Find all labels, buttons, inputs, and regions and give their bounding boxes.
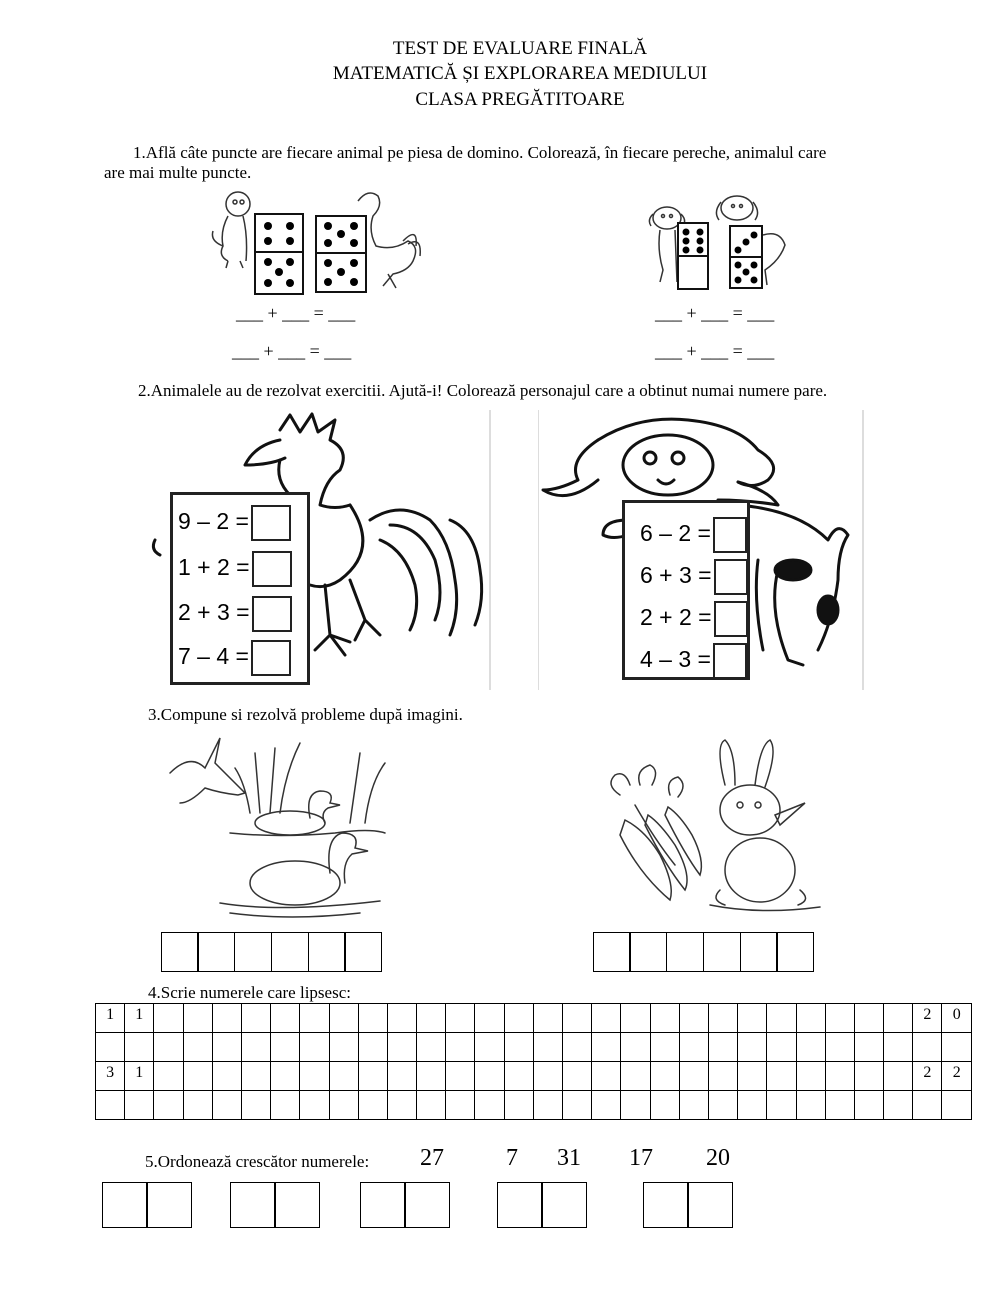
grid-cell[interactable]	[708, 1091, 737, 1120]
grid-cell[interactable]	[154, 1033, 183, 1062]
grid-cell[interactable]	[650, 1091, 679, 1120]
grid-cell[interactable]	[679, 1033, 708, 1062]
title-line-1: TEST DE EVALUARE FINALĂ	[392, 38, 648, 59]
ex1-equation-right-2[interactable]: ___ + ___ = ___	[655, 341, 775, 361]
grid-cell[interactable]	[825, 1062, 854, 1091]
grid-cell[interactable]	[767, 1062, 796, 1091]
grid-cell[interactable]	[738, 1062, 767, 1091]
grid-cell[interactable]	[854, 1062, 883, 1091]
answer-box[interactable]	[251, 640, 291, 676]
grid-cell[interactable]	[679, 1091, 708, 1120]
number-20: 20	[706, 1145, 730, 1171]
grid-cell[interactable]	[241, 1091, 270, 1120]
ex5-instruction: 5.Ordonează crescător numerele:	[145, 1152, 370, 1171]
dog-exercise-text: 6 + 3 =	[640, 562, 712, 589]
order-answer-box-5	[644, 1182, 733, 1228]
number-17: 17	[629, 1145, 653, 1171]
grid-cell: 2	[913, 1004, 942, 1033]
ex4-instruction: 4.Scrie numerele care lipsesc:	[148, 983, 351, 1002]
answer-cell[interactable]	[593, 932, 631, 972]
grid-cell[interactable]	[446, 1004, 475, 1033]
grid-cell[interactable]	[446, 1062, 475, 1091]
grid-cell[interactable]	[417, 1062, 446, 1091]
grid-cell[interactable]	[563, 1033, 592, 1062]
grid-cell[interactable]	[358, 1062, 387, 1091]
answer-cell[interactable]	[740, 932, 778, 972]
grid-cell[interactable]	[300, 1033, 329, 1062]
answer-cell[interactable]	[234, 932, 272, 972]
digit-cell[interactable]	[146, 1182, 192, 1228]
missing-numbers-grid	[95, 1003, 972, 1120]
grid-cell[interactable]	[796, 1004, 825, 1033]
answer-cell[interactable]	[308, 932, 346, 972]
rabbit-carrots-illustration	[600, 735, 830, 915]
grid-cell: 2	[913, 1062, 942, 1091]
grid-cell[interactable]	[942, 1033, 972, 1062]
grid-cell[interactable]	[154, 1091, 183, 1120]
order-answer-box-2	[231, 1182, 320, 1228]
digit-cell[interactable]	[102, 1182, 148, 1228]
digit-cell[interactable]	[643, 1182, 689, 1228]
number-7: 7	[506, 1145, 518, 1171]
grid-cell[interactable]	[475, 1004, 504, 1033]
grid-cell[interactable]	[241, 1033, 270, 1062]
ex2-instruction: 2.Animalele au de rezolvat exercitii. Ajută-i! Colorează personajul care a obtinut numai numere pare.	[138, 381, 828, 400]
digit-cell[interactable]	[541, 1182, 587, 1228]
grid-row	[96, 1033, 972, 1062]
dog-exercise-text: 2 + 2 =	[640, 604, 712, 631]
grid-cell[interactable]	[884, 1033, 913, 1062]
grid-cell[interactable]	[942, 1091, 972, 1120]
grid-cell[interactable]	[387, 1091, 416, 1120]
grid-cell[interactable]	[475, 1062, 504, 1091]
grid-cell: 1	[96, 1004, 125, 1033]
rooster-exercise-text: 9 – 2 =	[178, 508, 249, 535]
grid-cell[interactable]	[387, 1004, 416, 1033]
grid-cell[interactable]	[592, 1062, 621, 1091]
grid-cell[interactable]	[504, 1004, 533, 1033]
answer-box[interactable]	[714, 559, 748, 595]
answer-cell[interactable]	[703, 932, 741, 972]
grid-cell[interactable]	[271, 1004, 300, 1033]
grid-cell[interactable]	[183, 1091, 212, 1120]
grid-cell[interactable]	[475, 1091, 504, 1120]
answer-cell[interactable]	[197, 932, 235, 972]
grid-cell[interactable]	[825, 1091, 854, 1120]
grid-cell[interactable]	[475, 1033, 504, 1062]
answer-box[interactable]	[713, 643, 747, 679]
grid-cell[interactable]	[708, 1033, 737, 1062]
answer-box[interactable]	[713, 517, 747, 553]
grid-cell[interactable]	[592, 1091, 621, 1120]
grid-cell[interactable]	[417, 1091, 446, 1120]
grid-row	[96, 1062, 972, 1091]
grid-cell[interactable]	[621, 1033, 650, 1062]
grid-cell[interactable]	[271, 1033, 300, 1062]
grid-row	[96, 1004, 972, 1033]
ex1-equation-left-1[interactable]: ___ + ___ = ___	[236, 303, 356, 323]
ex3-answer-boxes-left	[162, 932, 382, 972]
grid-cell[interactable]	[96, 1091, 125, 1120]
grid-cell[interactable]	[767, 1004, 796, 1033]
grid-cell[interactable]	[825, 1033, 854, 1062]
grid-cell[interactable]	[796, 1033, 825, 1062]
grid-cell[interactable]	[504, 1091, 533, 1120]
grid-cell: 2	[942, 1062, 972, 1091]
grid-cell[interactable]	[563, 1091, 592, 1120]
grid-cell[interactable]	[767, 1091, 796, 1120]
answer-box[interactable]	[251, 505, 291, 541]
grid-cell[interactable]	[854, 1004, 883, 1033]
grid-cell[interactable]	[212, 1062, 241, 1091]
grid-cell[interactable]	[650, 1004, 679, 1033]
grid-cell[interactable]	[241, 1062, 270, 1091]
answer-cell[interactable]	[161, 932, 199, 972]
ex1-instruction-line2: are mai multe puncte.	[104, 163, 252, 182]
dog-exercise-text: 4 – 3 =	[640, 646, 711, 673]
grid-cell[interactable]	[358, 1091, 387, 1120]
dog-exercise-row	[640, 601, 748, 637]
grid-cell[interactable]	[679, 1062, 708, 1091]
grid-cell[interactable]	[621, 1091, 650, 1120]
grid-cell[interactable]	[738, 1004, 767, 1033]
grid-cell[interactable]	[738, 1091, 767, 1120]
grid-cell[interactable]	[329, 1033, 358, 1062]
grid-cell[interactable]	[854, 1091, 883, 1120]
grid-cell[interactable]	[825, 1004, 854, 1033]
grid-cell[interactable]	[796, 1091, 825, 1120]
grid-cell[interactable]	[183, 1033, 212, 1062]
grid-cell[interactable]	[533, 1033, 562, 1062]
grid-cell[interactable]	[387, 1062, 416, 1091]
grid-cell[interactable]	[358, 1033, 387, 1062]
grid-cell[interactable]	[854, 1033, 883, 1062]
grid-cell[interactable]	[533, 1091, 562, 1120]
grid-cell[interactable]	[417, 1004, 446, 1033]
digit-cell[interactable]	[687, 1182, 733, 1228]
grid-cell[interactable]	[884, 1004, 913, 1033]
grid-cell[interactable]	[563, 1004, 592, 1033]
grid-cell[interactable]	[212, 1091, 241, 1120]
grid-cell[interactable]	[913, 1091, 942, 1120]
answer-box[interactable]	[714, 601, 748, 637]
grid-cell[interactable]	[621, 1004, 650, 1033]
dog-exercise-row	[640, 559, 748, 595]
order-answer-box-3	[361, 1182, 450, 1228]
number-31: 31	[557, 1145, 581, 1171]
grid-cell[interactable]	[796, 1062, 825, 1091]
grid-cell[interactable]	[592, 1033, 621, 1062]
digit-cell[interactable]	[230, 1182, 276, 1228]
order-answer-box-4	[498, 1182, 587, 1228]
answer-cell[interactable]	[271, 932, 309, 972]
rooster-exercise-row	[178, 596, 292, 632]
grid-cell[interactable]	[300, 1062, 329, 1091]
grid-cell[interactable]	[417, 1033, 446, 1062]
dog-exercise-row	[640, 643, 747, 679]
grid-cell[interactable]	[884, 1062, 913, 1091]
grid-cell[interactable]	[387, 1033, 416, 1062]
grid-cell[interactable]	[650, 1033, 679, 1062]
grid-cell[interactable]	[650, 1062, 679, 1091]
rooster-exercise-row	[178, 505, 291, 541]
digit-cell[interactable]	[360, 1182, 406, 1228]
grid-cell[interactable]	[913, 1033, 942, 1062]
rooster-exercise-text: 1 + 2 =	[178, 554, 250, 581]
grid-cell[interactable]	[708, 1062, 737, 1091]
ex3-instruction: 3.Compune si rezolvă probleme după imagini.	[148, 705, 463, 724]
answer-box[interactable]	[252, 596, 292, 632]
grid-cell[interactable]	[300, 1004, 329, 1033]
ducks-illustration	[160, 733, 390, 923]
grid-cell[interactable]	[96, 1033, 125, 1062]
ex3-answer-boxes-right	[594, 932, 814, 972]
grid-cell[interactable]	[358, 1004, 387, 1033]
ex1-equation-right-1[interactable]: ___ + ___ = ___	[655, 303, 775, 323]
grid-cell[interactable]	[504, 1062, 533, 1091]
grid-cell[interactable]	[708, 1004, 737, 1033]
rooster-exercise-row	[178, 640, 291, 676]
dog-exercise-text: 6 – 2 =	[640, 520, 711, 547]
ex1-instruction-line1: 1.Află câte puncte are fiecare animal pe piesa de domino. Colorează, în fiecare pereche, animalul care	[133, 143, 827, 162]
grid-cell: 1	[125, 1062, 154, 1091]
number-27: 27	[420, 1145, 444, 1171]
grid-cell[interactable]	[446, 1091, 475, 1120]
grid-cell[interactable]	[154, 1004, 183, 1033]
answer-cell[interactable]	[666, 932, 704, 972]
title-line-2: MATEMATICĂ ȘI EXPLORAREA MEDIULUI	[332, 63, 708, 84]
grid-row	[96, 1091, 972, 1120]
grid-cell: 3	[96, 1062, 125, 1091]
grid-cell[interactable]	[504, 1033, 533, 1062]
grid-cell[interactable]	[679, 1004, 708, 1033]
grid-cell[interactable]	[329, 1004, 358, 1033]
grid-cell[interactable]	[884, 1091, 913, 1120]
grid-cell[interactable]	[271, 1062, 300, 1091]
answer-cell[interactable]	[776, 932, 814, 972]
title-line-3: CLASA PREGĂTITOARE	[415, 89, 625, 110]
digit-cell[interactable]	[274, 1182, 320, 1228]
grid-cell[interactable]	[329, 1091, 358, 1120]
grid-cell[interactable]	[125, 1091, 154, 1120]
grid-cell[interactable]	[271, 1091, 300, 1120]
dog-exercise-row	[640, 517, 747, 553]
order-answer-box-1	[103, 1182, 192, 1228]
grid-cell[interactable]	[621, 1062, 650, 1091]
grid-cell[interactable]	[125, 1033, 154, 1062]
grid-cell[interactable]	[446, 1033, 475, 1062]
grid-cell[interactable]	[212, 1033, 241, 1062]
grid-cell[interactable]	[533, 1062, 562, 1091]
monkey-rooster-domino-illustration	[208, 186, 423, 296]
digit-cell[interactable]	[497, 1182, 543, 1228]
grid-cell: 0	[942, 1004, 972, 1033]
grid-cell[interactable]	[183, 1062, 212, 1091]
grid-cell[interactable]	[592, 1004, 621, 1033]
grid-cell[interactable]	[154, 1062, 183, 1091]
grid-cell[interactable]	[533, 1004, 562, 1033]
grid-cell[interactable]	[767, 1033, 796, 1062]
grid-cell[interactable]	[738, 1033, 767, 1062]
dogs-domino-illustration	[645, 190, 795, 295]
grid-cell[interactable]	[183, 1004, 212, 1033]
answer-cell[interactable]	[629, 932, 667, 972]
answer-box[interactable]	[252, 551, 292, 587]
grid-cell: 1	[125, 1004, 154, 1033]
rooster-exercise-row	[178, 551, 292, 587]
grid-cell[interactable]	[212, 1004, 241, 1033]
rooster-exercise-text: 7 – 4 =	[178, 643, 249, 670]
grid-cell[interactable]	[241, 1004, 270, 1033]
grid-cell[interactable]	[329, 1062, 358, 1091]
ex1-equation-left-2[interactable]: ___ + ___ = ___	[232, 341, 352, 361]
grid-cell[interactable]	[300, 1091, 329, 1120]
answer-cell[interactable]	[344, 932, 382, 972]
digit-cell[interactable]	[404, 1182, 450, 1228]
grid-cell[interactable]	[563, 1062, 592, 1091]
rooster-exercise-text: 2 + 3 =	[178, 599, 250, 626]
